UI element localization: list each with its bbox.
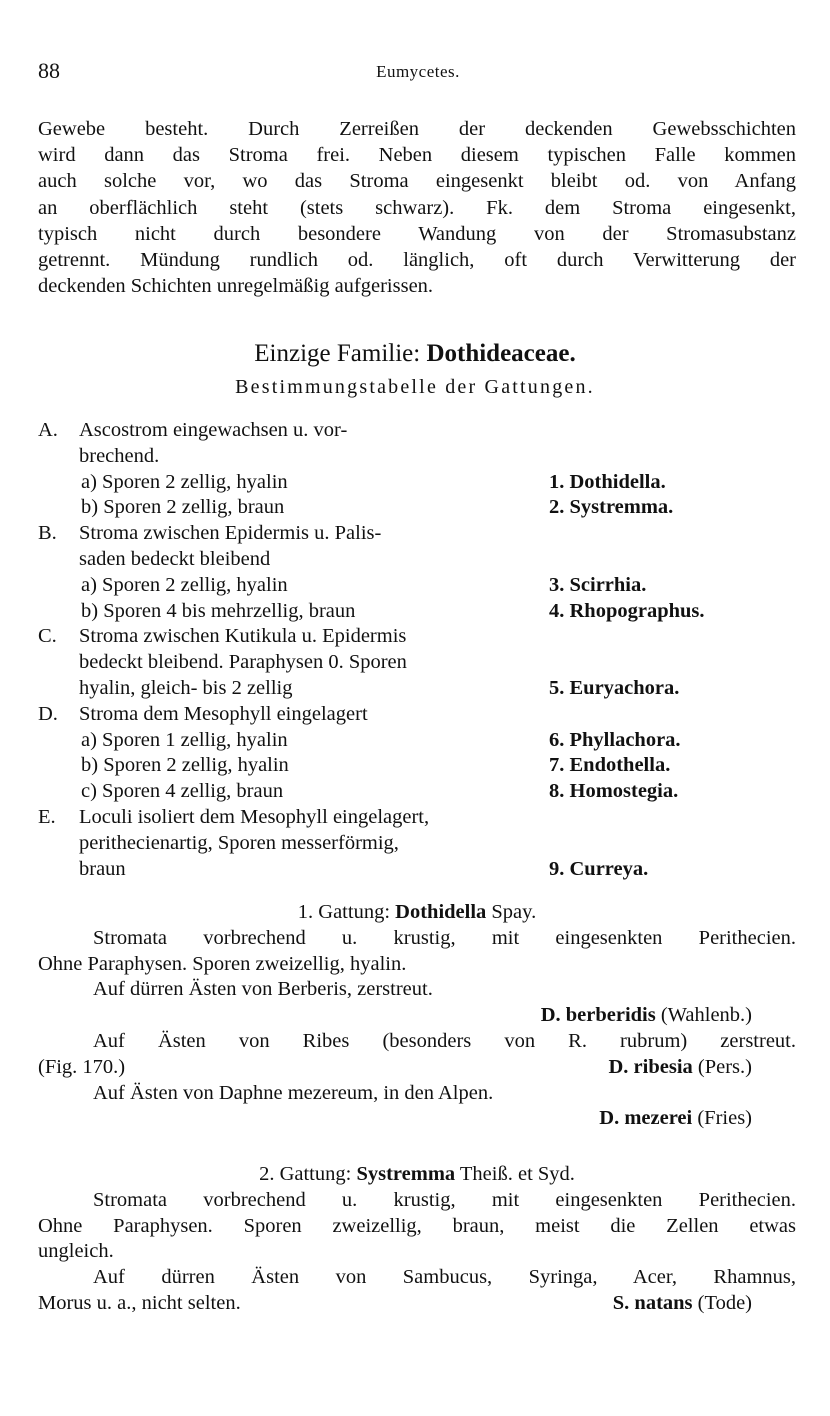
species-entry-row: [38, 1055, 796, 1081]
running-title: Eumycetes.: [376, 62, 460, 81]
species-author: (Tode): [697, 1291, 752, 1314]
key-label: B.: [38, 522, 57, 545]
text-line: Auf Ästen von Ribes (besonders von R. rubrum) zerstreut.: [93, 1029, 796, 1052]
key-text: Stroma zwischen Epidermis u. Palis-: [79, 522, 382, 545]
key-result: 6. Phyllachora.: [549, 728, 681, 751]
key-result: 1. Dothidella.: [549, 470, 666, 493]
family-prefix: Einzige Familie:: [254, 340, 421, 367]
text-line: typisch nicht durch besondere Wandung von der Stromasubstanz: [38, 222, 796, 245]
text-line: wird dann das Stroma frei. Neben diesem typischen Falle kommen: [38, 144, 796, 167]
family-name: Dothideaceae.: [426, 340, 576, 367]
key-row: [38, 857, 798, 883]
genus-heading: [38, 1162, 796, 1188]
key-row: [38, 418, 798, 444]
key-result: 7. Endothella.: [549, 754, 671, 777]
genus-number: 2. Gattung:: [259, 1163, 352, 1185]
key-row: [38, 547, 798, 573]
key-row: [38, 831, 798, 857]
text-line: Ohne Paraphysen. Sporen zweizellig, hyalin.: [38, 952, 407, 975]
figure-reference: (Fig. 170.): [38, 1055, 126, 1078]
text-line: getrennt. Mündung rundlich od. länglich, oft durch Verwitterung der: [38, 249, 796, 272]
text-line: Stromata vorbrechend u. krustig, mit eingesenkten Perithecien.: [93, 1188, 796, 1211]
key-label: D.: [38, 702, 58, 725]
genus-number: 1. Gattung:: [297, 901, 391, 923]
key-row: [38, 753, 798, 779]
genus-name: Dothidella: [395, 901, 487, 923]
genus-heading: [38, 900, 796, 926]
key-label: E.: [38, 805, 56, 828]
key-row: [38, 779, 798, 805]
key-row: [38, 599, 798, 625]
key-row: [38, 444, 798, 470]
genus-2-section: [38, 1162, 796, 1317]
key-result: 9. Curreya.: [549, 857, 649, 880]
family-heading: [0, 340, 830, 368]
genus-author: Spay.: [491, 901, 537, 923]
text-line: Morus u. a., nicht selten.: [38, 1291, 241, 1314]
genus-name: Systremma: [356, 1163, 456, 1185]
species-name: D. ribesia: [608, 1055, 693, 1078]
text-line: an oberflächlich steht (stets schwarz). Fk. dem Stroma eingesenkt,: [38, 196, 796, 219]
key-text: saden bedeckt bleibend: [79, 547, 271, 570]
key-text: perithecienartig, Sporen messerförmig,: [79, 831, 399, 854]
key-row: [38, 805, 798, 831]
page-number: 88: [38, 58, 60, 83]
key-row: [38, 676, 798, 702]
page-header: [38, 58, 798, 88]
intro-paragraph: [38, 116, 796, 299]
key-result: 2. Systremma.: [549, 496, 674, 519]
key-result: 8. Homostegia.: [549, 780, 679, 803]
key-result: 5. Euryachora.: [549, 676, 680, 699]
key-text: Ascostrom eingewachsen u. vor-: [79, 419, 348, 441]
key-text: a) Sporen 2 zellig, hyalin: [81, 573, 288, 596]
key-result: 3. Scirrhia.: [549, 573, 647, 596]
species-name: D. mezerei: [599, 1107, 693, 1130]
text-line: Gewebe besteht. Durch Zerreißen der deckenden Gewebsschichten: [38, 118, 796, 140]
species-name: S. natans: [612, 1291, 693, 1314]
key-row: [38, 650, 798, 676]
key-text: b) Sporen 4 bis mehrzellig, braun: [81, 599, 356, 622]
key-text: Stroma zwischen Kutikula u. Epidermis: [79, 625, 407, 648]
key-text: a) Sporen 1 zellig, hyalin: [81, 728, 288, 751]
key-text: b) Sporen 2 zellig, braun: [81, 496, 285, 519]
key-row: [38, 573, 798, 599]
text-line: Auf dürren Ästen von Berberis, zerstreut.: [93, 978, 433, 1001]
text-line: Auf dürren Ästen von Sambucus, Syringa, Acer, Rhamnus,: [93, 1266, 796, 1289]
genus-key-table: [38, 418, 798, 882]
text-line: deckenden Schichten unregelmäßig aufgerissen.: [38, 275, 434, 298]
species-name: D. berberidis: [540, 1004, 656, 1027]
key-text: hyalin, gleich- bis 2 zellig: [79, 676, 293, 699]
key-row: [38, 728, 798, 754]
text-line: ungleich.: [38, 1240, 114, 1263]
key-row: [38, 495, 798, 521]
species-author: (Pers.): [697, 1055, 752, 1078]
key-text: bedeckt bleibend. Paraphysen 0. Sporen: [79, 651, 407, 674]
species-entry-row: [38, 1291, 796, 1317]
key-text: c) Sporen 4 zellig, braun: [81, 780, 284, 803]
key-row: [38, 702, 798, 728]
key-label: C.: [38, 625, 57, 648]
key-text: Stroma dem Mesophyll eingelagert: [79, 702, 368, 725]
key-label: A.: [38, 419, 58, 441]
key-text: brechend.: [79, 444, 160, 467]
key-table-title: Bestimmungstabelle der Gattungen.: [235, 376, 595, 398]
key-text: b) Sporen 2 zellig, hyalin: [81, 754, 289, 777]
genus-1-section: [38, 900, 796, 1132]
species-author: (Wahlenb.): [660, 1004, 752, 1027]
key-row: [38, 470, 798, 496]
key-row: [38, 521, 798, 547]
species-entry: [38, 1106, 796, 1132]
key-text: braun: [79, 857, 126, 880]
text-line: Stromata vorbrechend u. krustig, mit eingesenkten Perithecien.: [93, 926, 796, 949]
species-entry: [38, 1003, 796, 1029]
text-line: Auf Ästen von Daphne mezereum, in den Alpen.: [93, 1081, 494, 1104]
text-line: Ohne Paraphysen. Sporen zweizellig, braun, meist die Zellen etwas: [38, 1214, 796, 1237]
text-line: auch solche vor, wo das Stroma eingesenkt bleibt od. von Anfang: [38, 170, 796, 193]
species-author: (Fries): [697, 1107, 752, 1130]
key-row: [38, 624, 798, 650]
key-text: a) Sporen 2 zellig, hyalin: [81, 470, 288, 493]
genus-author: Theiß. et Syd.: [459, 1163, 575, 1185]
key-result: 4. Rhopographus.: [549, 599, 705, 622]
key-text: Loculi isoliert dem Mesophyll eingelagert,: [79, 805, 430, 828]
